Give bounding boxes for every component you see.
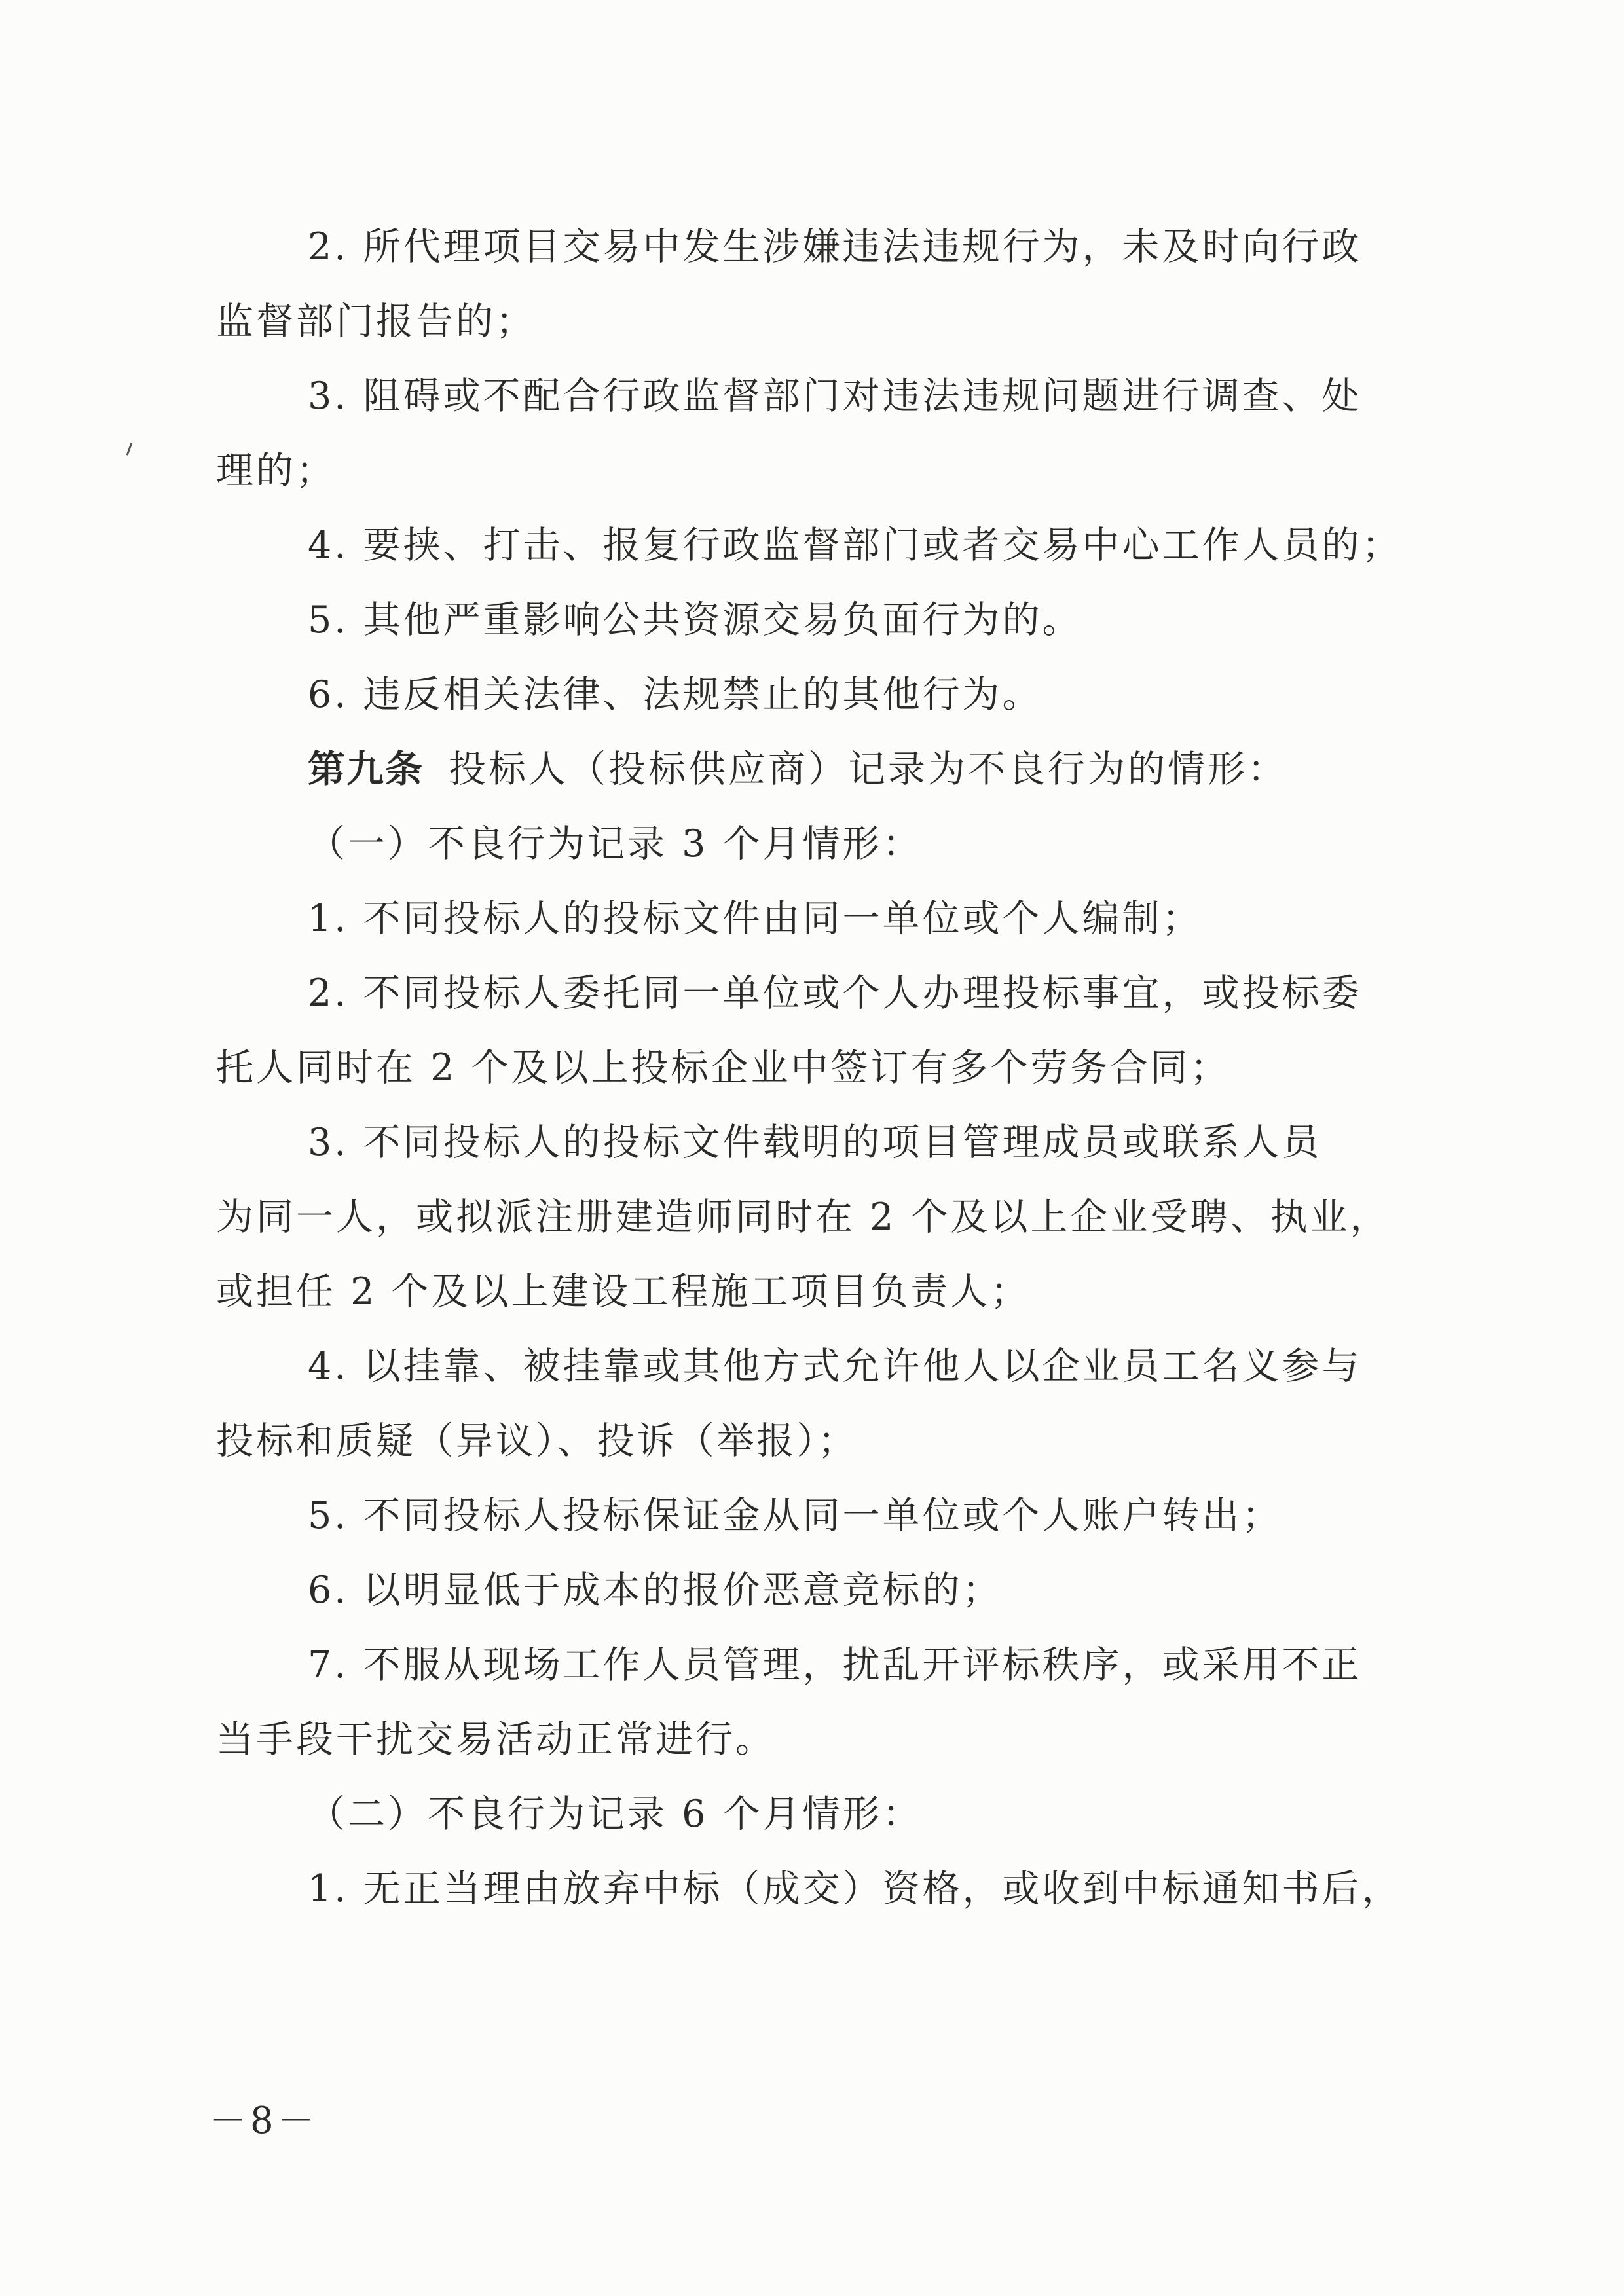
list-item: 3. 阻碍或不配合行政监督部门对违法违规问题进行调查、处: [308, 374, 1362, 418]
list-item: 2. 所代理项目交易中发生涉嫌违法违规行为，未及时向行政: [308, 225, 1362, 268]
article-nine: [216, 732, 1447, 807]
list-item: 6. 违反相关法律、法规禁止的其他行为。: [308, 673, 1043, 716]
list-item-continuation: 或担任 2 个及以上建设工程施工项目负责人；: [216, 1270, 1031, 1313]
scan-speck: [126, 443, 133, 456]
list-item-continuation: 理的；: [216, 449, 336, 492]
body-text: [216, 210, 1447, 1926]
list-item: 3. 不同投标人的投标文件载明的项目管理成员或联系人员: [308, 1121, 1322, 1164]
section-heading: （二）不良行为记录 6 个月情形：: [308, 1793, 923, 1836]
list-item: 4. 以挂靠、被挂靠或其他方式允许他人以企业员工名义参与: [308, 1345, 1362, 1388]
list-item: 5. 不同投标人投标保证金从同一单位或个人账户转出；: [308, 1494, 1282, 1537]
page-number: －8－: [210, 2100, 318, 2142]
list-item: 1. 不同投标人的投标文件由同一单位或个人编制；: [308, 897, 1202, 940]
list-item-continuation: 为同一人，或拟派注册建造师同时在 2 个及以上企业受聘、执业，: [216, 1195, 1390, 1239]
list-item-continuation: 监督部门报告的；: [216, 300, 536, 343]
section-heading: （一）不良行为记录 3 个月情形：: [308, 822, 923, 866]
list-item: 1. 无正当理由放弃中标（成交）资格，或收到中标通知书后，: [308, 1867, 1402, 1910]
list-item-continuation: 托人同时在 2 个及以上投标企业中签订有多个劳务合同；: [216, 1046, 1230, 1089]
list-item: 5. 其他严重影响公共资源交易负面行为的。: [308, 598, 1082, 642]
list-item: 7. 不服从现场工作人员管理，扰乱开评标秩序，或采用不正: [308, 1643, 1362, 1686]
article-text: 投标人（投标供应商）记录为不良行为的情形：: [449, 748, 1287, 791]
article-heading: 第九条: [308, 748, 424, 791]
list-item: 6. 以明显低于成本的报价恶意竞标的；: [308, 1569, 1003, 1612]
list-item-continuation: 投标和质疑（异议）、投诉（举报）；: [216, 1419, 858, 1463]
list-item-continuation: 当手段干扰交易活动正常进行。: [216, 1718, 775, 1761]
list-item: 2. 不同投标人委托同一单位或个人办理投标事宜，或投标委: [308, 972, 1362, 1015]
list-item: 4. 要挟、打击、报复行政监督部门或者交易中心工作人员的；: [308, 524, 1402, 567]
